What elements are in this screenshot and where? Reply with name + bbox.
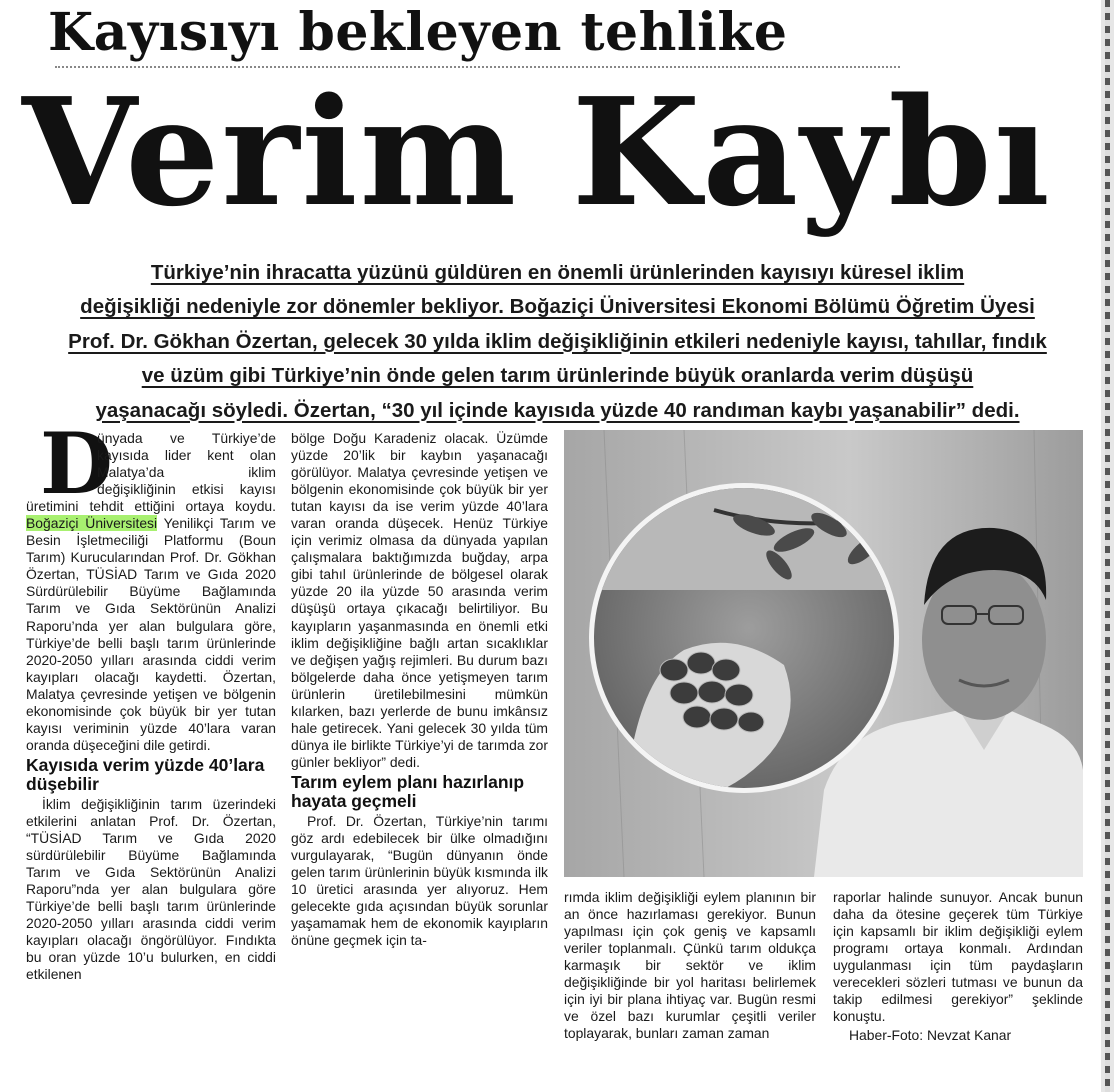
body-paragraph: bölge Doğu Karadeniz olacak. Üzümde yüzde 20’lik bir kaybın yaşanacağı görülüyor. Malatya çevresinde yetişen ve bölgenin ekonomisinde çok büyük bir yer tutan kayısı da ise verim yüzde 40’lara varan oranda düşecek. Henüz Türkiye için verimiz olmasa da dünyada yapılan çalışmalara baktığımızda buğday, arpa gibi tahıl ürünlerinde de bölgesel olarak yüzde 20 ila yüzde 50 arasında verim düşüşü ortaya çıkacağı belirtiliyor. Bu kayıpların yaşanmasında en önemli etki iklim değişikliğine bağlı artan sıcaklıklar ve değişen yağış rejimleri. Bu durum bazı bölgelerde daha önce yetişmeyen tarım ürünlerin üretilebilmesini mümkün kılarken, bazı yerlerde de bunu imkânsız hale getirecek. Yani gelecek 30 yılda tüm dünya ile birlikte Türkiye’yi de tarımda zor günler bekliyor” dedi.	[291, 430, 548, 770]
article-column-4	[833, 889, 1083, 1044]
subheading: Kayısıda verim yüzde 40’lara düşebilir	[26, 754, 265, 794]
body-paragraph: Prof. Dr. Özertan, Türkiye’nin tarımı göz ardı edebilecek bir ülke olmadığını vurgulayarak, “Bugün dünyanın önde gelen tarım ürünlerinin büyük kısmında ilk 10 üretici arasında yer alıyoruz. Hem gelecekte gıda açısından büyük sorunlar yaşamamak hem de ekonomik kayıpların önüne geçmek için ta-	[291, 812, 548, 949]
lead-line: değişikliği nedeniyle zor dönemler bekliyor. Boğaziçi Üniversitesi Ekonomi Bölümü Öğretim Üyesi	[80, 295, 1035, 319]
photo-illustration	[564, 430, 1083, 877]
body-paragraph: raporlar halinde sunuyor. Ancak bunun daha da ötesine geçerek tüm Türkiye için kapsamlı bir iklim değişikliği eylem programı ortaya konmalı. Ardından uygulanması için tüm paydaşların verecekleri sözleri tutması ve bunun da takip edilmesi gerekiyor” şeklinde konuştu.	[833, 889, 1083, 1025]
lead-line: Türkiye’nin ihracatta yüzünü güldüren en önemli ürünlerinden kayısıyı küresel iklim	[150, 261, 965, 284]
article-lead	[20, 256, 1095, 428]
lead-line: ve üzüm gibi Türkiye’nin önde gelen tarım ürünlerinde büyük oranlarda verim düşüşü	[141, 364, 974, 388]
article-kicker: Kayısıyı bekleyen tehlike	[48, 2, 788, 63]
edge-marks	[1105, 0, 1110, 1092]
body-paragraph: İklim değişikliğinin tarım üzerindeki etkilerini anlatan Prof. Dr. Özertan, “TÜSİAD Tarım ve Gıda 2020 sürdürülebilir Büyüme Bağlamında Tarım ve Gıda Sektörünün Analizi Raporu”nda yer alan bulgulara göre Türkiye’de belli başlı tarım ürünlerinde 2020-2050 yılları arasında ciddi verim kayıpları olacağı öngörülüyor. Fındıkta bu oran yüzde 10’u bulurken, en ciddi etkilenen	[26, 795, 276, 983]
drop-cap: D	[40, 414, 113, 513]
page-edge-strip	[1101, 0, 1114, 1092]
lead-line: Prof. Dr. Gökhan Özertan, gelecek 30 yılda iklim değişikliğinin etkileri nedeniyle kayısı, tahıllar, fındık	[68, 329, 1047, 353]
article-column-2	[291, 430, 548, 949]
body-paragraph: rımda iklim değişikliği eylem planının bir an önce hazırlaması gerekiyor. Bunun yapılması için çok geniş ve kapsamlı veriler toplanmalı. Çünkü tarım oldukça karmaşık bir sektör ve iklim değişikliğinde bir yol haritası belirlemek için iyi bir plana ihtiyaç var. Bugün resmi ve özel bazı kurumlar çeşitli veriler toplayarak, bunları zaman zaman	[564, 889, 816, 1042]
article-column-3	[564, 889, 816, 1042]
article-photo	[564, 430, 1083, 877]
lead-line: yaşanacağı söyledi. Özertan, “30 yıl içinde kayısıda yüzde 40 randıman kaybı yaşanabilir” dedi.	[95, 398, 1020, 422]
body-paragraph	[26, 414, 276, 754]
article-byline: Haber-Foto: Nevzat Kanar	[849, 1027, 1012, 1044]
article-headline: Verim Kaybı	[22, 65, 1052, 239]
article-column-1	[26, 414, 276, 983]
highlighted-text: Boğaziçi Üniversitesi	[26, 515, 158, 532]
subheading: Tarım eylem planı hazırlanıp hayata geçmeli	[291, 771, 525, 811]
paragraph-text: Yenilikçi Tarım ve Besin İşletmeciliği Platformu (Boun Tarım) Kurucularından Prof. Dr. Gökhan Özertan, TÜSİAD Tarım ve Gıda 2020 Sürdürülebilir Büyüme Bağlamında Tarım ve Gıda Sektörünün Analizi Raporu’nda yer alan bulgulara göre, Türkiye’de belli başlı tarım ürünlerinde 2020-2050 yılları arasında ciddi verim kayıpları olacağı kaydetti. Özertan, Malatya çevresinde yetişen ve bölgenin ekonomisinde çok büyük bir yer tutan kayısı veriminin yüzde 40’lara varan oranda düşeceğini dile getirdi.	[26, 515, 276, 753]
paragraph-text: ünyada ve Türkiye’de kayısıda lider kent olan Malatya’da iklim değişikliğinin etkisi kayısı üretimini tehdit ettiğini ortaya koydu.	[26, 430, 276, 515]
